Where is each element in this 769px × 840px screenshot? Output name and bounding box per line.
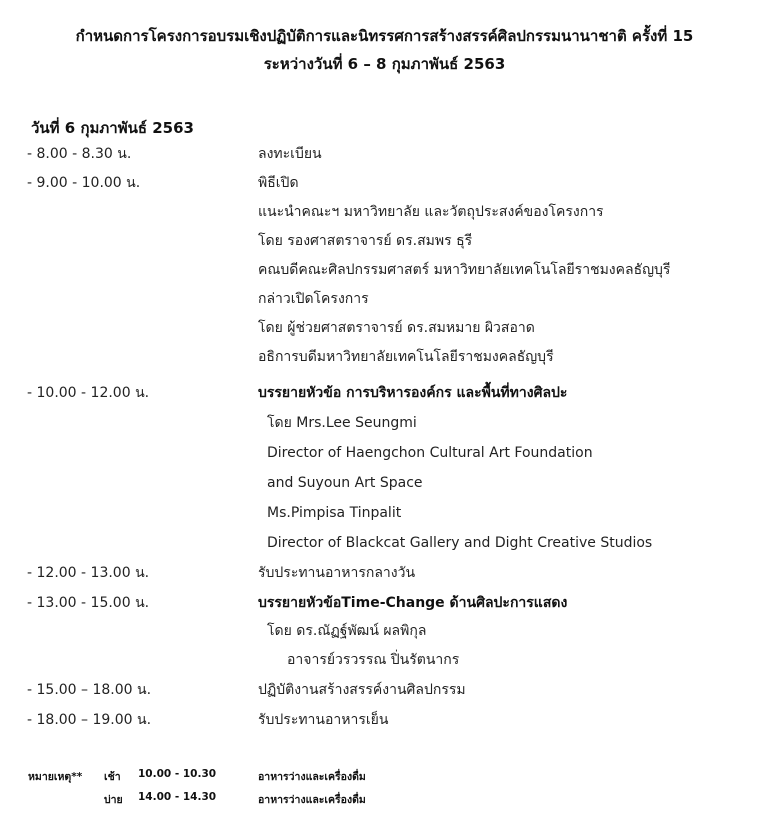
schedule-row: [0, 473, 769, 501]
schedule-item: Director of Blackcat Gallery and Dight Creative Studios: [267, 535, 653, 551]
schedule-time: - 13.00 - 15.00 น.: [27, 595, 150, 611]
schedule-row: [0, 347, 769, 375]
schedule-speaker: อาจารย์วรวรรณ ปิ่นรัตนากร: [287, 652, 460, 668]
schedule-item: รับประทานอาหารกลางวัน: [258, 565, 416, 581]
schedule-time: - 12.00 - 13.00 น.: [27, 565, 150, 581]
schedule-item: รับประทานอาหารเย็น: [258, 712, 389, 728]
schedule-speaker: โดย ดร.ณัฏฐ์พัฒน์ ผลพิกุล: [267, 623, 427, 639]
schedule-row: [0, 318, 769, 346]
note-text: อาหารว่างและเครื่องดื่ม: [258, 771, 366, 783]
schedule-row: [0, 144, 769, 172]
schedule-row: [0, 533, 769, 561]
note-time: 14.00 - 14.30: [138, 791, 217, 803]
note-label: หมายเหตุ**: [28, 771, 83, 783]
schedule-item: พิธีเปิด: [258, 175, 299, 191]
schedule-item: and Suyoun Art Space: [267, 475, 423, 491]
schedule-item: แนะนำคณะฯ มหาวิทยาลัย และวัตถุประสงค์ของโครงการ: [258, 204, 604, 220]
schedule-item: ลงทะเบียน: [258, 146, 322, 162]
schedule-row: [0, 231, 769, 259]
note-period: บ่าย: [104, 794, 123, 806]
note-time: 10.00 - 10.30: [138, 768, 217, 780]
schedule-time: - 18.00 – 19.00 น.: [27, 712, 152, 728]
schedule-row: [0, 650, 769, 678]
note-period: เช้า: [104, 771, 121, 783]
schedule-row: [0, 413, 769, 441]
page-title: กำหนดการโครงการอบรมเชิงปฏิบัติการและนิทรรศการสร้างสรรค์ศิลปกรรมนานาชาติ ครั้งที่ 15: [75, 27, 694, 45]
schedule-row: [0, 563, 769, 591]
schedule-time: - 9.00 - 10.00 น.: [27, 175, 141, 191]
schedule-item: ปฏิบัติงานสร้างสรรค์งานศิลปกรรม: [258, 682, 466, 698]
schedule-item: บรรยายหัวข้อ การบริหารองค์กร และพื้นที่ทางศิลปะ: [258, 385, 568, 401]
schedule-row: [0, 260, 769, 288]
schedule-row: [0, 202, 769, 230]
schedule-item: บรรยายหัวข้อTime-Change ด้านศิลปะการแสดง: [258, 595, 568, 611]
schedule-speaker: Ms.Pimpisa Tinpalit: [267, 505, 402, 521]
note-text: อาหารว่างและเครื่องดื่ม: [258, 794, 366, 806]
schedule-row: [0, 621, 769, 649]
schedule-row: [0, 383, 769, 411]
schedule-row: [0, 173, 769, 201]
schedule-row: [0, 503, 769, 531]
day-heading: วันที่ 6 กุมภาพันธ์ 2563: [31, 119, 194, 137]
schedule-row: [0, 680, 769, 708]
schedule-time: - 10.00 - 12.00 น.: [27, 385, 150, 401]
schedule-item: อธิการบดีมหาวิทยาลัยเทคโนโลยีราชมงคลธัญบุรี: [258, 349, 554, 365]
schedule-speaker: โดย ผู้ช่วยศาสตราจารย์ ดร.สมหมาย ผิวสอาด: [258, 320, 535, 336]
schedule-item: คณบดีคณะศิลปกรรมศาสตร์ มหาวิทยาลัยเทคโนโลยีราชมงคลธัญบุรี: [258, 262, 671, 278]
schedule-time: - 8.00 - 8.30 น.: [27, 146, 132, 162]
schedule-speaker: โดย รองศาสตราจารย์ ดร.สมพร ธุรี: [258, 233, 473, 249]
schedule-row: [0, 443, 769, 471]
schedule-item: กล่าวเปิดโครงการ: [258, 291, 369, 307]
schedule-row: [0, 593, 769, 621]
schedule-speaker: โดย Mrs.Lee Seungmi: [267, 415, 417, 431]
schedule-item: Director of Haengchon Cultural Art Foundation: [267, 445, 593, 461]
page-subtitle-dates: ระหว่างวันที่ 6 – 8 กุมภาพันธ์ 2563: [263, 55, 506, 73]
schedule-time: - 15.00 – 18.00 น.: [27, 682, 152, 698]
schedule-row: [0, 710, 769, 738]
schedule-row: [0, 289, 769, 317]
